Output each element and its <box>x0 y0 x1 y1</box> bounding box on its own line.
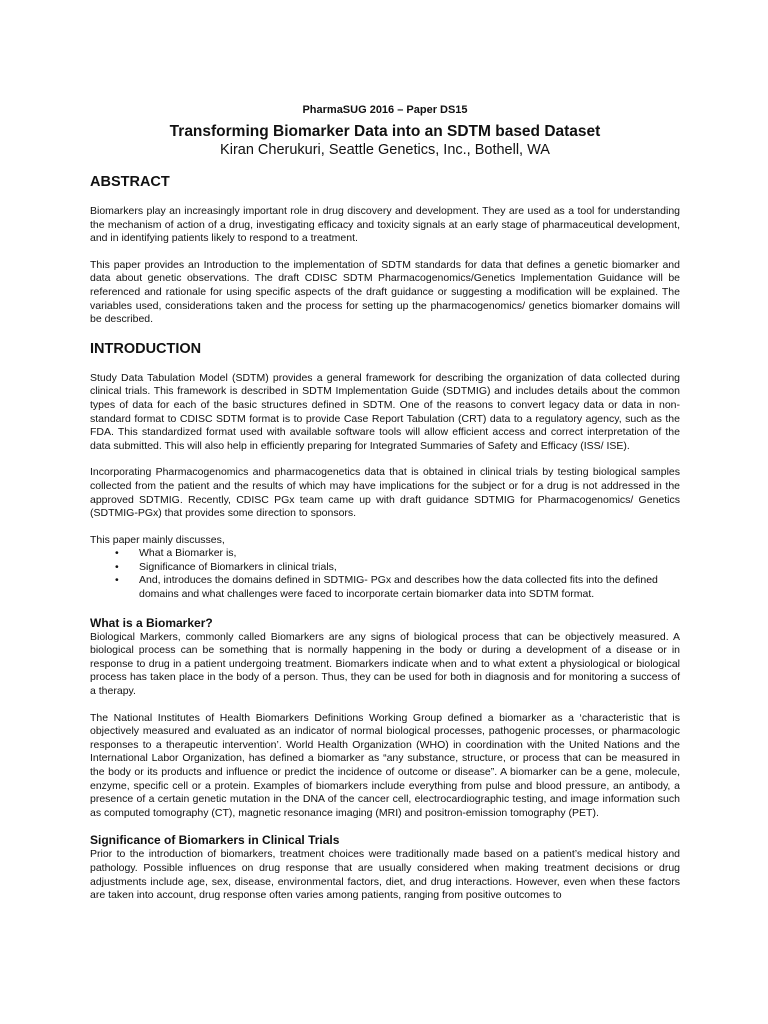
abstract-paragraph-1: Biomarkers play an increasingly important role in drug discovery and development. They are used as a tool for understanding the mechanism of action of a drug, investigating efficacy and toxicity signals at an early stage of pharmaceutical development, and in identifying patients likely to respond to a treatment. <box>90 205 680 245</box>
list-item-text: And, introduces the domains defined in SDTMIG- PGx and describes how the data collected fits into the defined domains and what challenges were faced to incorporate certain biomarker data into SDTM format. <box>139 574 658 601</box>
list-item <box>115 560 680 575</box>
significance-paragraph-1: Prior to the introduction of biomarkers, treatment choices were traditionally made based on a patient’s medical history and pathology. Possible influences on drug response that are usually considered when making treatment decisions or drug adjustments include age, sex, disease, environmental factors, diet, and drug interactions. However, even when these factors are taken into account, drug response often varies among patients, ranging from positive outcomes to <box>90 848 680 902</box>
what-is-paragraph-2: The National Institutes of Health Biomarkers Definitions Working Group defined a biomarker as a ‘characteristic that is objectively measured and evaluated as an indicator of normal biological processes, pathogenic processes, or pharmacologic responses to a therapeutic intervention’. World Health Organization (WHO) in coordination with the United Nations and the International Labor Organization, has defined a biomarker as “any substance, structure, or process that can be measured in the body or its products and influence or predict the incidence of outcome or disease”. A biomarker can be a gene, molecule, enzyme, specific cell or a protein. Examples of biomarkers include everything from pulse and blood pressure, an antibody, a presence of a certain genetic mutation in the DNA of the cancer cell, electrocardiographic testing, and image information such as computed tomography (CT), magnetic resonance imaging (MRI) and positron-emission tomography (PET). <box>90 711 680 819</box>
conference-label: PharmaSUG 2016 – Paper DS15 <box>302 104 468 116</box>
introduction-paragraph-1: Study Data Tabulation Model (SDTM) provides a general framework for describing the organization of data collected during clinical trials. This framework is described in SDTM Implementation Guide (SDTMIG) and includes details about the common types of data for each of the basic structures defined in SDTM. One of the reasons to convert legacy data or data in non-standard format to CDISC SDTM format is to provide Case Report Tabulation (CRT) data to a regulatory agency, such as the FDA. This standardized format used with available software tools will allow efficient access and correct interpretation of the data submitted. This will also help in efficiently preparing for Integrated Summaries of Safety and Efficacy (ISS/ ISE). <box>90 371 680 452</box>
discussion-bullet-list <box>90 547 680 601</box>
what-is-biomarker-heading: What is a Biomarker? <box>90 615 213 630</box>
list-item <box>115 574 680 601</box>
abstract-heading: ABSTRACT <box>90 174 170 190</box>
what-is-paragraph-1: Biological Markers, commonly called Biomarkers are any signs of biological process that can be objectively measured. A biological process can be something that is normally happening in the body or during a development of a disease or in response to drug in a patient undergoing treatment. Biomarkers indicate when and to what extent a physiological or biological process has taken place in the body of a person. Thus, they can be used for both in diagnosis and for monitoring a success of a therapy. <box>90 630 680 698</box>
bullet-glyph: • <box>115 547 119 560</box>
list-item <box>115 547 680 561</box>
list-item-text: What a Biomarker is, <box>139 547 237 560</box>
paper-page <box>90 104 680 916</box>
significance-heading: Significance of Biomarkers in Clinical Trials <box>90 833 340 848</box>
list-item-text: Significance of Biomarkers in clinical trials, <box>139 560 337 573</box>
introduction-paragraph-3: This paper mainly discusses, <box>90 533 225 546</box>
abstract-paragraph-2: This paper provides an Introduction to the implementation of SDTM standards for data that defines a genetic biomarker and data about genetic observations. The draft CDISC SDTM Pharmacogenomics/Genetics Implementation Guidance will be referenced and rationale for using specific aspects of the draft guidance or suggesting a modification will be explained. The variables used, considerations taken and the process for setting up the pharmacogenomics/ genetics biomarker domains will be described. <box>90 258 680 326</box>
author-line: Kiran Cherukuri, Seattle Genetics, Inc., Bothell, WA <box>220 142 550 158</box>
introduction-heading: INTRODUCTION <box>90 340 202 357</box>
paper-title: Transforming Biomarker Data into an SDTM based Dataset <box>169 123 601 140</box>
bullet-glyph: • <box>115 560 119 573</box>
introduction-paragraph-2: Incorporating Pharmacogenomics and pharmacogenetics data that is obtained in clinical trials by testing biological samples collected from the patient and the results of which may have implications for the subject or for a drug is not addressed in the approved SDTMIG. Recently, CDISC PGx team came up with draft guidance SDTMIG for Pharmacogenomics/ Genetics (SDTMIG-PGx) that provides some direction to sponsors. <box>90 466 680 520</box>
bullet-glyph: • <box>115 574 119 587</box>
